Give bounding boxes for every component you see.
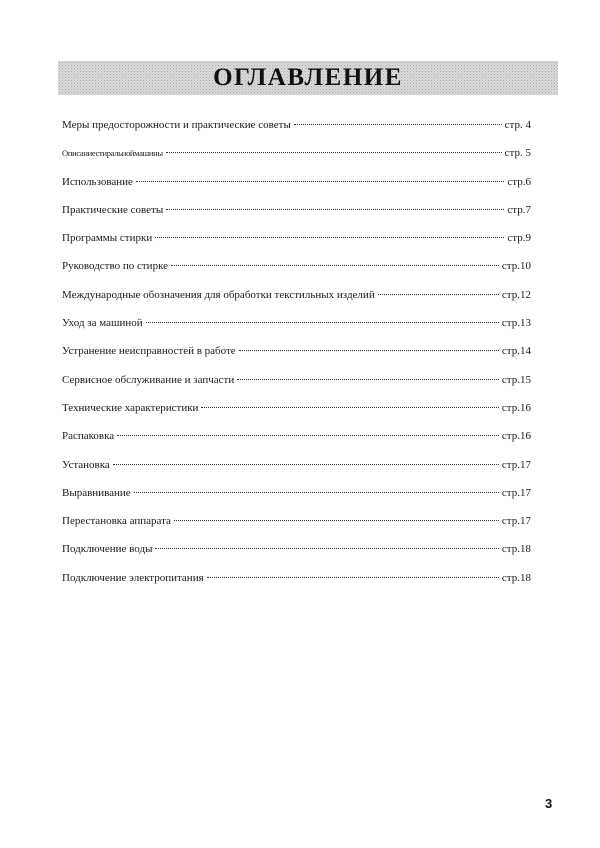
toc-entry-page: стр.17: [501, 515, 531, 528]
toc-entry-title: Программы стирки: [62, 232, 153, 245]
toc-entry-page: стр.13: [501, 317, 531, 330]
toc-entry: [62, 373, 531, 401]
toc-entry-title: Международные обозначения для обработки текстильных изделий: [62, 288, 375, 301]
toc-entry: [62, 203, 531, 231]
toc-entry: [62, 514, 531, 542]
toc-entry-title: Перестановка аппарата: [62, 515, 171, 528]
toc-entry-title: Распаковка: [62, 430, 115, 443]
page-title: ОГЛАВЛЕНИЕ: [213, 64, 403, 91]
dot-leader: [166, 209, 504, 210]
dot-leader: [237, 379, 499, 380]
toc-entry-title: Руководство по стирке: [62, 260, 169, 273]
dot-leader: [294, 124, 502, 125]
dot-leader: [171, 265, 499, 266]
page-number: 3: [545, 796, 553, 811]
toc-entry-title: Подключение воды: [62, 543, 153, 556]
toc-entry-page: стр. 5: [504, 147, 531, 160]
dot-leader: [146, 322, 499, 323]
toc-entry-page: стр.12: [501, 288, 531, 301]
toc-entry-title: Описаниестиральноймашины: [62, 148, 163, 159]
toc-entry-title: Подключение электропитания: [62, 571, 204, 584]
table-of-contents: [62, 118, 531, 599]
toc-entry-title: Установка: [62, 458, 110, 471]
dot-leader: [117, 435, 499, 436]
toc-entry-title: Меры предосторожности и практические советы: [62, 119, 291, 131]
toc-entry-page: стр.18: [501, 543, 531, 556]
toc-entry-title: Технические характеристики: [62, 401, 199, 414]
toc-entry-title: Устранение неисправностей в работе: [62, 345, 236, 358]
dot-leader: [239, 350, 499, 351]
dot-leader: [166, 152, 502, 153]
toc-entry: [62, 231, 531, 259]
toc-entry-title: Практические советы: [62, 203, 164, 216]
toc-entry: [62, 146, 531, 174]
toc-entry-page: стр.9: [507, 232, 531, 245]
toc-entry: [62, 542, 531, 570]
toc-entry-title: Сервисное обслуживание и запчасти: [62, 373, 235, 386]
toc-entry: [62, 401, 531, 429]
dot-leader: [136, 181, 504, 182]
toc-entry: [62, 175, 531, 203]
toc-entry: [62, 344, 531, 372]
title-banner: [58, 61, 558, 95]
toc-entry-title: Использование: [62, 175, 133, 188]
dot-leader: [155, 548, 498, 549]
toc-entry-page: стр.16: [501, 401, 531, 414]
toc-entry-page: стр.16: [501, 430, 531, 443]
toc-entry-page: стр.15: [501, 373, 531, 386]
toc-entry-page: стр. 4: [504, 119, 531, 131]
toc-entry-page: стр.18: [501, 571, 531, 584]
toc-entry-page: стр.14: [501, 345, 531, 358]
dot-leader: [174, 520, 499, 521]
dot-leader: [134, 492, 499, 493]
toc-entry: [62, 486, 531, 514]
dot-leader: [201, 407, 498, 408]
dot-leader: [155, 237, 504, 238]
toc-entry-page: стр.10: [501, 260, 531, 273]
dot-leader: [207, 577, 499, 578]
toc-entry-title: Выравнивание: [62, 486, 131, 499]
toc-entry: [62, 259, 531, 287]
toc-entry-page: стр.17: [501, 486, 531, 499]
toc-entry: [62, 429, 531, 457]
toc-entry-title: Уход за машиной: [62, 317, 143, 330]
toc-entry: [62, 118, 531, 146]
toc-entry-page: стр.17: [501, 458, 531, 471]
toc-entry-page: стр.7: [507, 203, 531, 216]
toc-entry-page: стр.6: [507, 175, 531, 188]
toc-entry: [62, 458, 531, 486]
toc-entry: [62, 571, 531, 599]
toc-entry: [62, 288, 531, 316]
toc-entry: [62, 316, 531, 344]
dot-leader: [113, 464, 499, 465]
dot-leader: [378, 294, 499, 295]
